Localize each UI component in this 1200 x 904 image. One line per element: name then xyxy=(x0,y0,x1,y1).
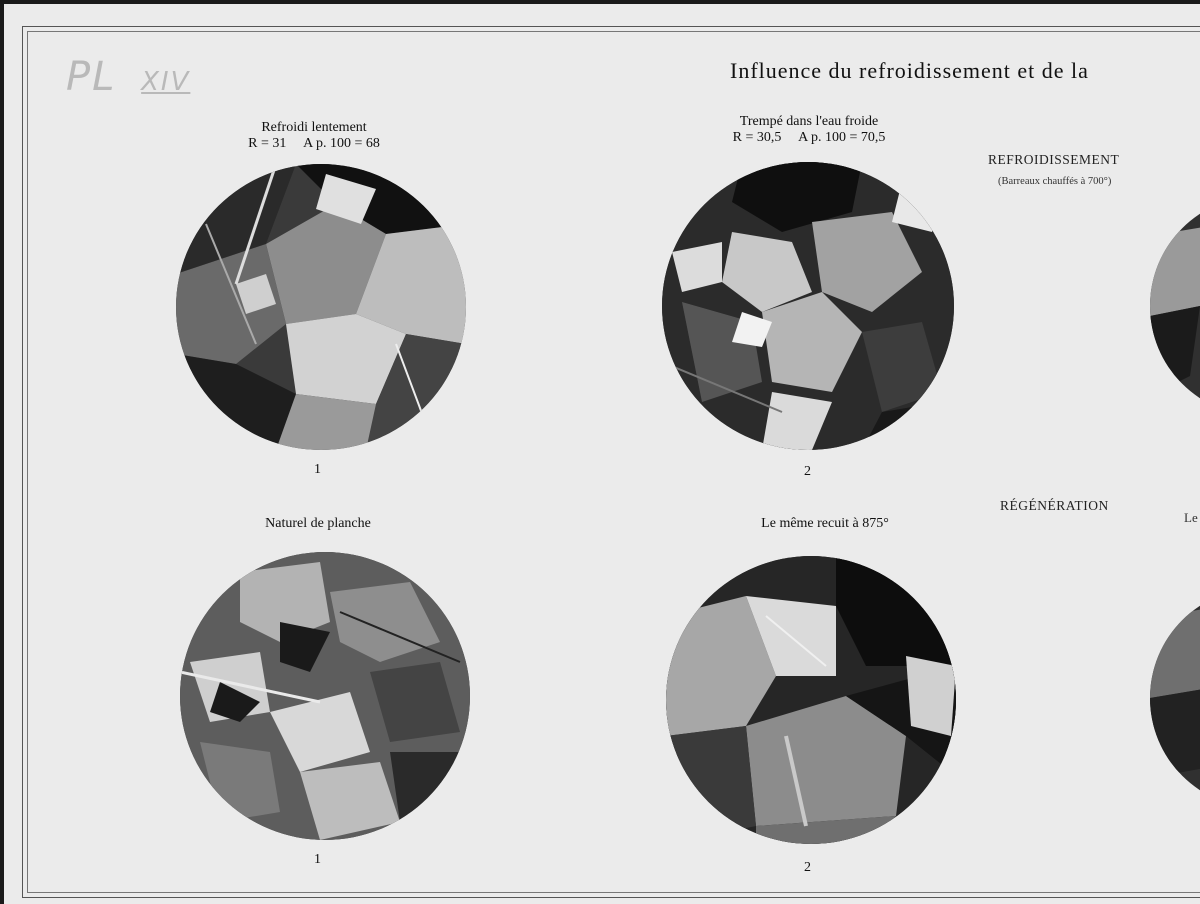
figure-caption-2 xyxy=(704,114,914,146)
figure-caption-line2: R = 30,5 A p. 100 = 70,5 xyxy=(732,130,886,145)
micrograph-1 xyxy=(176,164,466,450)
figure-caption-line1: Le même recuit à 875° xyxy=(761,516,889,531)
figure-caption-3 xyxy=(218,516,418,532)
figure-caption-line1: Refroidi lentement xyxy=(261,120,367,135)
handwritten-plate-mark xyxy=(66,54,190,100)
cut-off-label: Le xyxy=(1184,510,1198,525)
figure-caption-line2: R = 31 A p. 100 = 68 xyxy=(248,136,380,151)
plate-page xyxy=(4,4,1200,904)
figure-caption-line1: Naturel de planche xyxy=(265,516,371,531)
figure-number-3: 1 xyxy=(314,852,321,867)
figure-number-4: 2 xyxy=(804,860,811,875)
plate-title: Influence du refroidissement et de la xyxy=(730,58,1089,83)
figure-number-1: 1 xyxy=(314,462,321,477)
micrograph-3 xyxy=(180,552,470,840)
section-heading-regeneration: RÉGÉNÉRATION xyxy=(1000,498,1109,513)
micrograph-2 xyxy=(662,162,954,450)
figure-caption-4 xyxy=(720,516,930,532)
handwritten-mark-roman: XIV xyxy=(141,67,191,97)
figure-number-2: 2 xyxy=(804,464,811,479)
handwritten-mark-text: PL xyxy=(66,54,117,100)
figure-caption-line1: Trempé dans l'eau froide xyxy=(739,114,879,129)
figure-caption-1 xyxy=(214,120,414,152)
section-note-refroidissement: (Barreaux chauffés à 700°) xyxy=(998,176,1112,187)
micrograph-4 xyxy=(666,556,956,844)
section-heading-refroidissement: REFROIDISSEMENT xyxy=(988,152,1120,167)
